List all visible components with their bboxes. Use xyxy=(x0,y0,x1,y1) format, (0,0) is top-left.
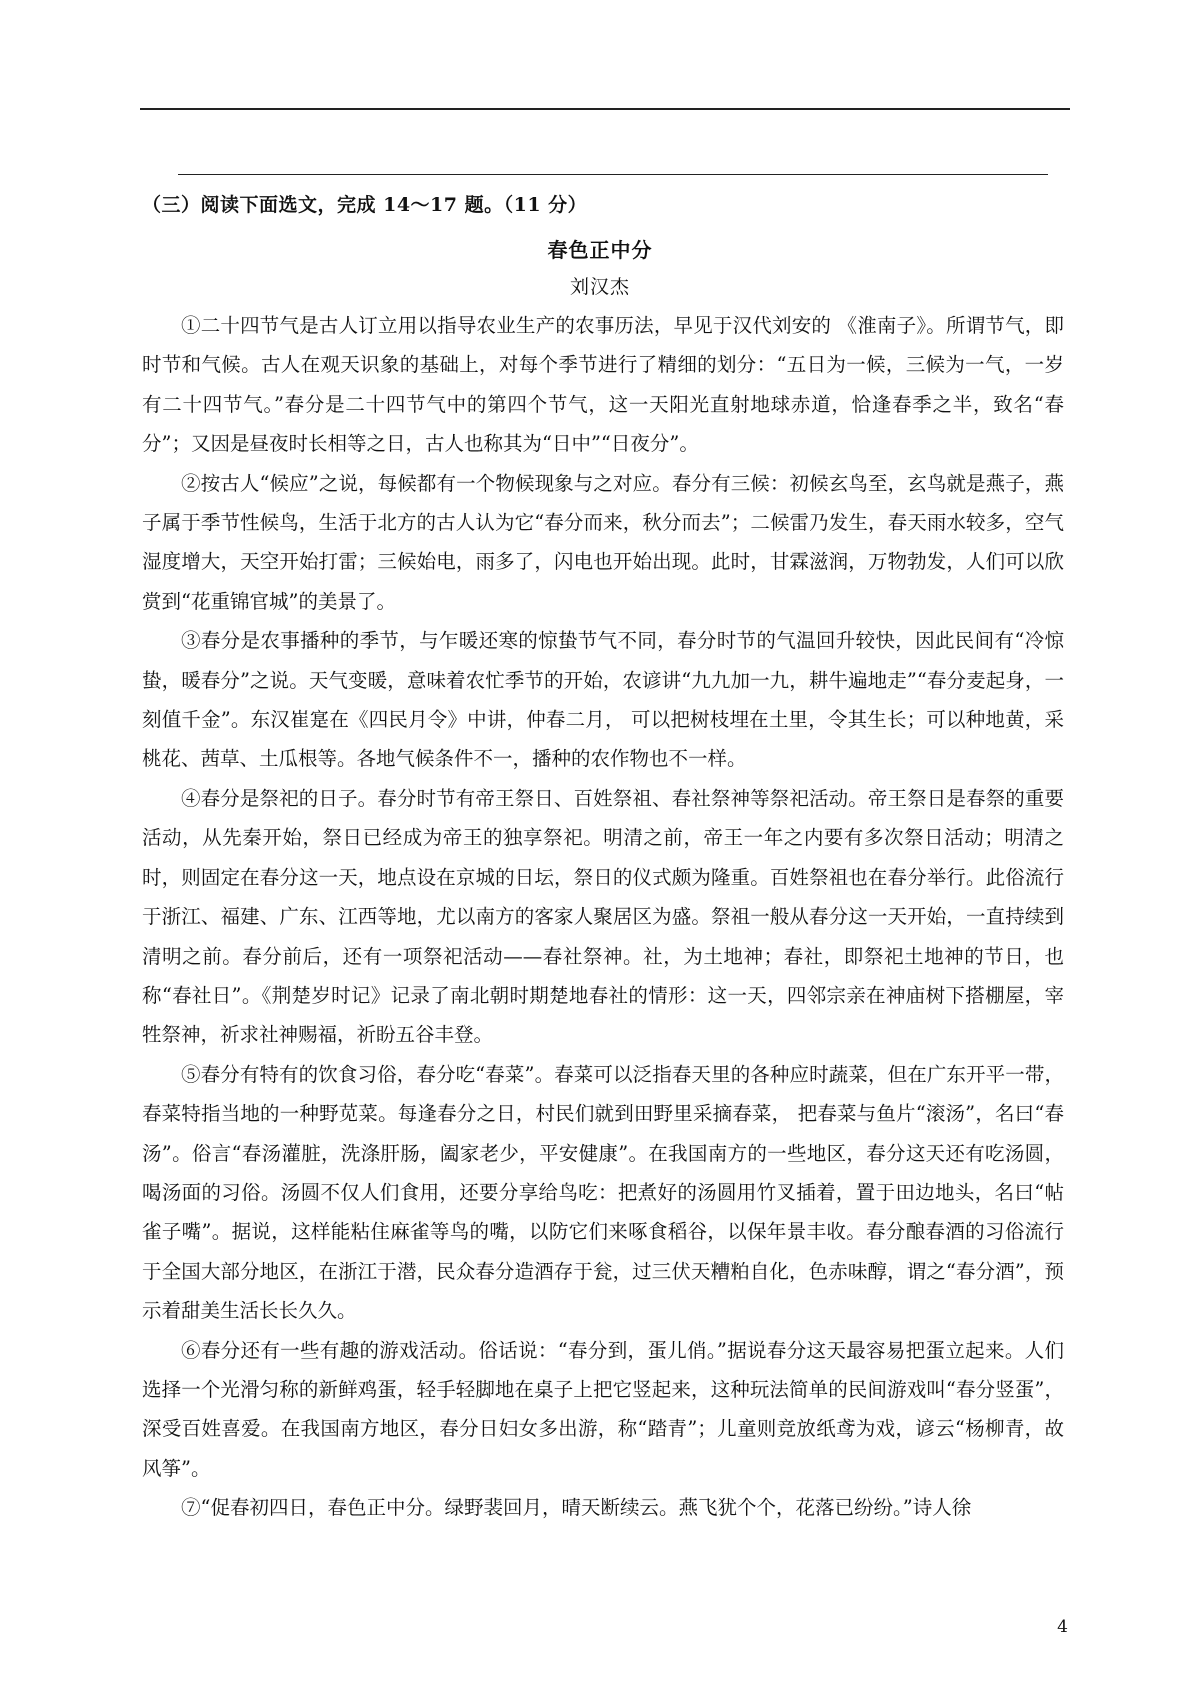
paragraph-3: ③春分是农事播种的季节，与乍暖还寒的惊蛰节气不同，春分时节的气温回升较快，因此民间有“冷惊蛰，暖春分”之说。天气变暖，意味着农忙季节的开始，农谚讲“九九加一九，耕牛遍地走”“春分麦起身，一刻值千金”。东汉崔寔在《四民月令》中讲，仲春二月， 可以把树枝埋在土里，令其生长；可以种地黄，采桃花、茜草、土瓜根等。各地气候条件不一，播种的农作物也不一样。 xyxy=(142,629,1064,771)
section-heading: （三）阅读下面选文，完成 14～17 题。（11 分） xyxy=(142,194,588,216)
paragraph-7: ⑦“促春初四日，春色正中分。绿野裴回月，晴天断续云。燕飞犹个个，花落已纷纷。”诗人徐 xyxy=(181,1496,972,1520)
answer-line xyxy=(178,174,1048,175)
article-body xyxy=(142,306,1064,1528)
paragraph-2: ②按古人“候应”之说，每候都有一个物候现象与之对应。春分有三候：初候玄鸟至，玄鸟就是燕子，燕子属于季节性候鸟，生活于北方的古人认为它“春分而来，秋分而去”；二候雷乃发生，春天雨水较多，空气湿度增大，天空开始打雷；三候始电，雨多了，闪电也开始出现。此时，甘霖滋润，万物勃发，人们可以欣赏到“花重锦官城”的美景了。 xyxy=(142,471,1064,613)
article-title: 春色正中分 xyxy=(547,238,653,262)
paragraph-4: ④春分是祭祀的日子。春分时节有帝王祭日、百姓祭祖、春社祭神等祭祀活动。帝王祭日是春祭的重要活动，从先秦开始，祭日已经成为帝王的独享祭祀。明清之前，帝王一年之内要有多次祭日活动；明清之时，则固定在春分这一天，地点设在京城的日坛，祭日的仪式颇为隆重。百姓祭祖也在春分举行。此俗流行于浙江、福建、广东、江西等地，尤以南方的客家人聚居区为盛。祭祖一般从春分这一天开始，一直持续到清明之前。春分前后，还有一项祭祀活动——春社祭神。社，为土地神；春社，即祭祀土地神的节日，也称“春社日”。《荆楚岁时记》记录了南北朝时期楚地春社的情形：这一天，四邻宗亲在神庙树下搭棚屋，宰牲祭神，祈求社神赐福，祈盼五谷丰登。 xyxy=(142,786,1064,1047)
paragraph-6: ⑥春分还有一些有趣的游戏活动。俗话说：“春分到，蛋儿俏。”据说春分这天最容易把蛋立起来。人们选择一个光滑匀称的新鲜鸡蛋，轻手轻脚地在桌子上把它竖起来，这种玩法简单的民间游戏叫“春分竖蛋”，深受百姓喜爱。在我国南方地区，春分日妇女多出游，称“踏青”；儿童则竞放纸鸢为戏，谚云“杨柳青，故风筝”。 xyxy=(142,1338,1064,1480)
article-author: 刘汉杰 xyxy=(569,276,630,298)
paragraph-5: ⑤春分有特有的饮食习俗，春分吃“春菜”。春菜可以泛指春天里的各种应时蔬菜，但在广东开平一带，春菜特指当地的一种野苋菜。每逢春分之日，村民们就到田野里采摘春菜， 把春菜与鱼片“滚汤”，名曰“春汤”。俗言“春汤灌脏，洗涤肝肠，阖家老少，平安健康”。在我国南方的一些地区，春分这天还有吃汤圆，喝汤面的习俗。汤圆不仅人们食用，还要分享给鸟吃：把煮好的汤圆用竹叉插着，置于田边地头，名曰“帖雀子嘴”。据说，这样能粘住麻雀等鸟的嘴，以防它们来啄食稻谷，以保年景丰收。春分酿春酒的习俗流行于全国大部分地区，在浙江于潜，民众春分造酒存于瓮，过三伏天糟粕自化，色赤味醇，谓之“春分酒”，预示着甜美生活长长久久。 xyxy=(142,1062,1064,1323)
paragraph-1: ①二十四节气是古人订立用以指导农业生产的农事历法，早见于汉代刘安的 《淮南子》。所谓节气，即时节和气候。古人在观天识象的基础上，对每个季节进行了精细的划分：“五日为一候，三候为一气，一岁有二十四节气。”春分是二十四节气中的第四个节气，这一天阳光直射地球赤道，恰逢春季之半，致名“春分”；又因是昼夜时长相等之日，古人也称其为“日中”“日夜分”。 xyxy=(142,314,1064,456)
page-number: 4 xyxy=(1057,1617,1068,1637)
answer-line xyxy=(140,108,1070,110)
